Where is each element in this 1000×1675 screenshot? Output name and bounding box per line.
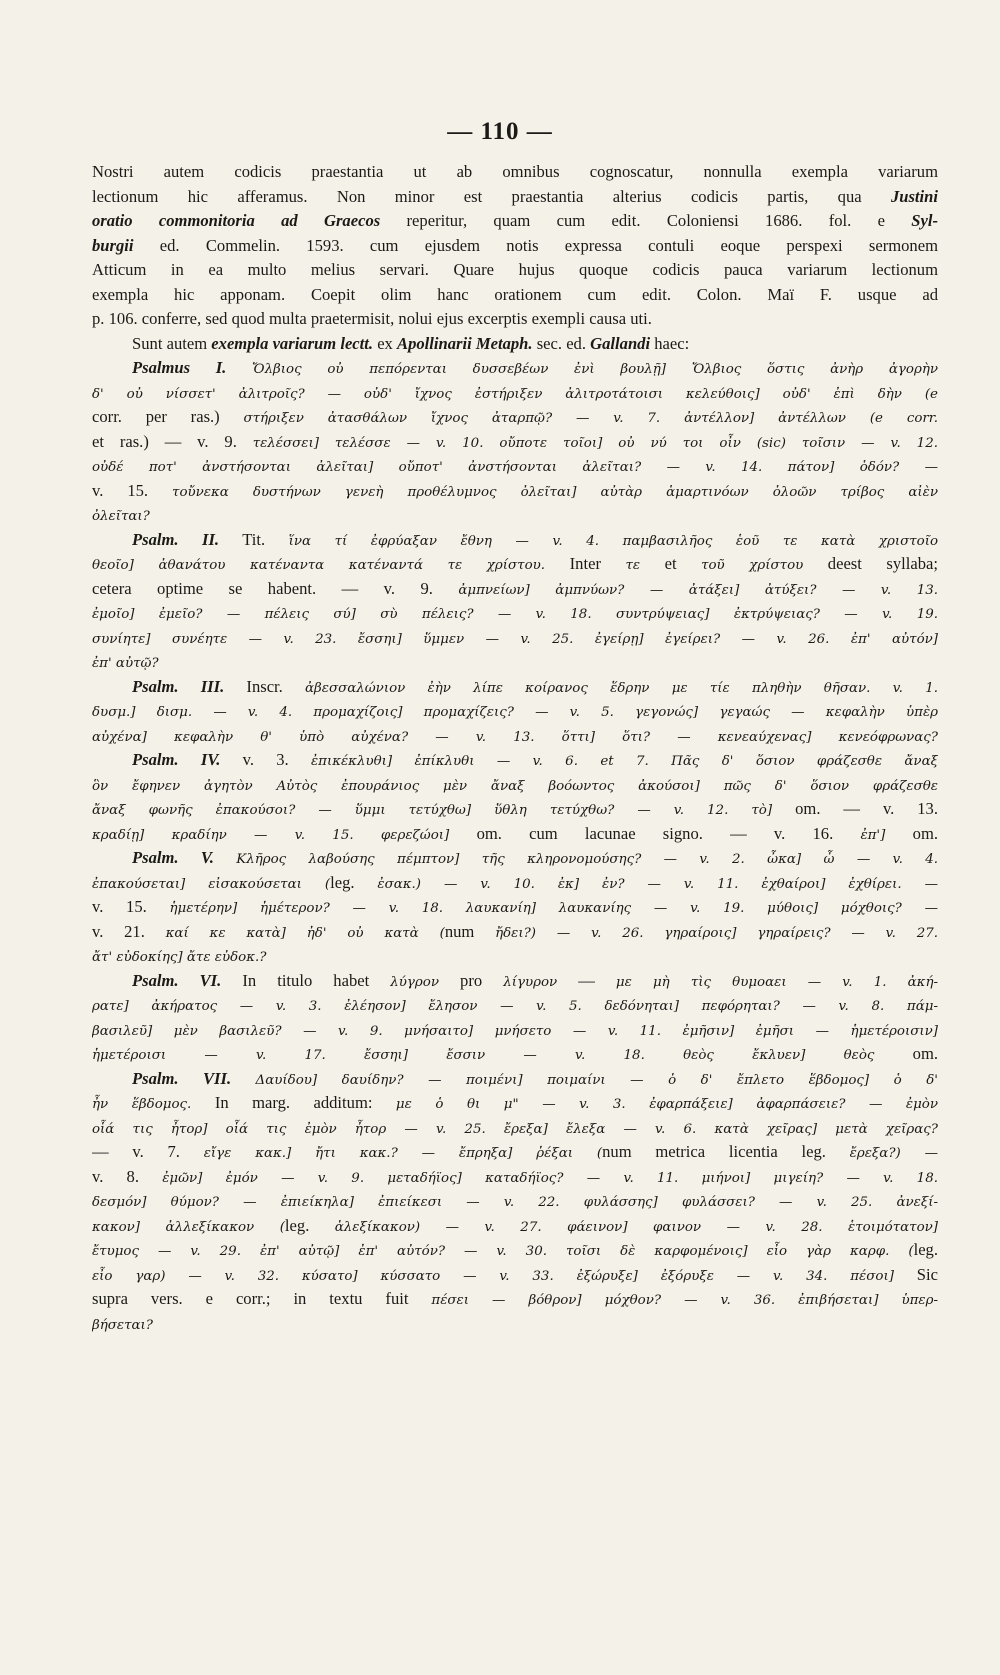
text-span: κακον] ἀλλεξίκακον ( xyxy=(92,1219,285,1235)
text-line xyxy=(92,356,938,381)
text-span: In marg. additum: xyxy=(214,1093,396,1112)
body-text xyxy=(92,160,938,1336)
text-line xyxy=(92,1287,938,1312)
text-span: δυσμ.] δισμ. — v. 4. προμαχίζοις] προμαχίζεις? — v. 5. γεγονώς] γεγαώς — κεφαλὴν ὑπὲρ xyxy=(92,705,938,720)
text-line xyxy=(92,381,938,406)
text-line xyxy=(92,846,938,871)
text-span: exempla hic apponam. Coepit olim hanc orationem cum edit. Colon. Maï F. usque ad xyxy=(92,284,938,304)
text-span: v. 15. xyxy=(92,480,173,500)
text-span: οὐδέ ποτ' ἀνστήσονται ἀλεῖται] οὔποτ' ἀνστήσονται ἀλεῖται? — v. 14. πάτον] ὁδόν? — xyxy=(92,460,938,475)
text-line xyxy=(92,552,938,577)
text-span: Tit. xyxy=(219,529,289,549)
text-span: In titulo habet xyxy=(221,970,391,990)
text-line xyxy=(92,748,938,773)
text-span: τοῦ χρίστου xyxy=(701,558,804,573)
text-line xyxy=(92,160,938,185)
text-line xyxy=(92,1263,938,1288)
text-line xyxy=(92,405,938,430)
text-span: Apollinarii Metaph. xyxy=(397,333,533,353)
text-line xyxy=(92,454,938,479)
text-span: εἴγε κακ.] ἤτι κακ.? — ἔπρηξα] ῥέξαι ( xyxy=(203,1146,603,1161)
text-span: βήσεται? xyxy=(92,1317,153,1333)
text-line xyxy=(92,993,938,1018)
text-span: Nostri autem codicis praestantia ut ab omnibus cognoscatur, nonnulla exempla variarum xyxy=(92,162,938,181)
text-line xyxy=(92,773,938,798)
text-span: ἡμετέρην] ἡμέτερον? — v. 18. λαυκανίη] λαυκανίης — v. 19. μύθοις] μόχθοις? — xyxy=(169,901,938,916)
text-line xyxy=(92,822,938,847)
text-span: Gallandi xyxy=(590,333,651,353)
text-span: Inter xyxy=(569,554,626,573)
text-line xyxy=(92,1042,938,1067)
text-span: λύγρον xyxy=(390,974,439,990)
text-span: leg. xyxy=(284,1215,335,1235)
text-span: ὃν ἔφηνεν ἀγητὸν Αὐτὸς ἐπουράνιος μὲν ἄναξ βοόωντος ἀκούσοι] πῶς δ' ὅσιον φράζεσθε xyxy=(92,778,938,794)
text-span: leg. xyxy=(913,1240,938,1259)
text-line xyxy=(92,1238,938,1263)
text-line xyxy=(92,577,938,602)
text-line xyxy=(92,1091,938,1116)
text-span: — v. 7. xyxy=(92,1142,204,1161)
text-span: κραδίῃ] κραδίην — v. 15. φερεζώοι] xyxy=(92,827,477,843)
text-line xyxy=(92,650,938,675)
text-line xyxy=(92,332,938,357)
text-span: num metrica licentia leg. xyxy=(602,1142,850,1161)
text-span: με μὴ τὶς θυμοαει — v. 1. ἀκή- xyxy=(615,974,938,990)
text-span xyxy=(231,1069,255,1088)
text-span: Psalm. V. xyxy=(132,848,214,867)
text-span: βασιλεῦ] μὲν βασιλεῦ? — v. 9. μνήσαιτο] μνήσετο — v. 11. ἐμῆσιν] ἐμῆσι — ἡμετέροισιν] xyxy=(92,1023,938,1039)
text-span: leg. xyxy=(330,872,378,892)
text-span: haec: xyxy=(650,333,690,353)
text-span: ἔτυμος — v. 29. ἐπ' αὐτῷ] ἐπ' αὐτόν? — v. 30. τοῖσι δὲ καρφομένοις] εἶο γὰρ καρφ. ( xyxy=(92,1244,914,1259)
text-span: ἐπ'] xyxy=(860,827,913,843)
text-span: αὐχένα] κεφαλὴν θ' ὑπὸ αὐχένα? — v. 13. ὅττι] ὅτι? — κενεαύχενας] κενεόφρωνας? xyxy=(92,729,938,745)
text-span: Psalm. VI. xyxy=(132,970,222,990)
text-span: burgii xyxy=(92,235,134,255)
text-span: καί κε κατὰ] ἠδ' οὐ κατὰ ( xyxy=(165,925,445,941)
text-span: τε xyxy=(625,558,641,573)
text-span: με ὁ θι μ" — v. 3. ἐφαρπάξειε] ἀφαρπάσειε? — ἐμὸν xyxy=(395,1097,938,1112)
page-number: — 110 — xyxy=(447,118,553,145)
text-span: om. cum lacunae signo. — v. 16. xyxy=(476,823,861,843)
text-span: Psalmus I. xyxy=(132,358,227,377)
text-span: om. xyxy=(912,823,938,843)
text-span: ρατε] ἀκήρατος — v. 3. ἐλέησον] ἔλησον — v. 5. δεδόνηται] πεφόρηται? — v. 8. πάμ- xyxy=(92,999,938,1014)
text-span: p. 106. conferre, sed quod multa praetermisit, nolui ejus excerptis exempli causa uti. xyxy=(92,309,652,328)
text-span: Psalm. II. xyxy=(132,529,220,549)
text-line xyxy=(92,1312,938,1337)
text-span: τοὔνεκα δυστήνων γενεὴ προθέλυμνος ὀλεῖται] αὐτὰρ ἁμαρτινόων ὀλοῶν τρίβος αἰὲν xyxy=(172,484,938,500)
text-span: ἵνα τί ἐφρύαξαν ἔθνη — v. 4. παμβασιλῆος ἑοῦ τε κατὰ χριστοῖο xyxy=(288,533,938,549)
text-line xyxy=(92,601,938,626)
text-span: sec. ed. xyxy=(532,333,591,353)
text-line xyxy=(92,920,938,945)
text-line xyxy=(92,503,938,528)
text-line xyxy=(92,1018,938,1043)
text-line xyxy=(92,1189,938,1214)
text-span: lectionum hic afferamus. Non minor est praestantia alterius codicis partis, qua xyxy=(92,186,891,206)
text-line xyxy=(92,1214,938,1239)
text-span: Psalm. VII. xyxy=(132,1068,232,1088)
text-span: εἶο γαρ) — v. 32. κύσατο] κύσσατο — v. 33. ἐξώρυξε] ἐξόρυξε — v. 34. πέσοι] xyxy=(92,1268,917,1284)
text-line xyxy=(92,1116,938,1141)
text-line xyxy=(92,699,938,724)
text-line xyxy=(92,1140,938,1165)
text-span: num xyxy=(444,921,496,941)
text-span: v. 15. xyxy=(92,897,170,916)
text-span: ἐπικέκλυθι] ἐπίκλυθι — v. 6. et 7. Πᾶς δ' ὅσιον φράζεσθε ἄναξ xyxy=(310,754,938,769)
text-span: λίγυρον xyxy=(503,974,558,990)
text-span: Ὄλβιος οὐ πεπόρενται δυσσεβέων ἐνὶ βουλῇ] Ὄλβιος ὅστις ἀνὴρ ἀγορὴν xyxy=(226,362,938,377)
text-line xyxy=(92,626,938,651)
text-line xyxy=(92,307,938,332)
text-span: δ' οὐ νίσσετ' ἀλιτροῖς? — οὐδ' ἴχνος ἐστήριξεν ἀλιτροτάτοισι κελεύθοις] οὐδ' ἐπὶ δὴν (e xyxy=(92,386,938,402)
text-span: στήριξεν ἀτασθάλων ἴχνος ἀταρπῷ? — v. 7. ἀντέλλον] ἀντέλλων (e corr. xyxy=(243,411,938,426)
text-line xyxy=(92,528,938,553)
text-span: Psalm. III. xyxy=(132,676,225,696)
text-span: et xyxy=(640,554,702,573)
text-span: θεοῖο] ἀθανάτου κατέναντα κατέναντά τε χρίστου. xyxy=(92,558,570,573)
text-span: τελέσσει] τελέσσε — v. 10. οὔποτε τοῖοι] οὐ νύ τοι οἶν (sic) τοῖσιν — v. 12. xyxy=(252,435,938,451)
text-span: om. — v. 13. xyxy=(795,799,938,818)
text-span: ἤδει?) — v. 26. γηραίροις] γηραίρεις? — v. 27. xyxy=(495,925,938,941)
text-span: v. 3. xyxy=(220,750,311,769)
text-span: oratio commonitoria ad Graecos xyxy=(92,211,381,230)
text-line xyxy=(92,258,938,283)
text-span: ἀμπνείων] ἀμπνύων? — ἀτάξει] ἀτύξει? — v. 13. xyxy=(458,582,938,598)
text-span xyxy=(214,848,236,867)
text-span: ἐπακούσεται] εἰσακούσεται ( xyxy=(92,876,331,892)
text-span: et ras.) — v. 9. xyxy=(92,431,253,451)
text-span: supra vers. e corr.; in textu fuit xyxy=(92,1289,432,1308)
text-span: ἡμετέροισι — v. 17. ἔσσηι] ἔσσιν — v. 18. θεὸς ἔκλυεν] θεὸς xyxy=(92,1048,913,1063)
text-line xyxy=(92,1165,938,1190)
text-span: v. 21. xyxy=(92,921,166,941)
text-span: Inscr. xyxy=(224,676,305,696)
text-span: πέσει — βόθρον] μόχθον? — v. 36. ἐπιβήσεται] ὑπερ- xyxy=(431,1293,938,1308)
text-span: Atticum in ea multo melius servari. Quare hujus quoque codicis pauca variarum lectionum xyxy=(92,260,938,279)
text-span: ἐπ' αὐτῷ? xyxy=(92,656,159,671)
text-span: Δαυίδου] δαυίδην? — ποιμένι] ποιμαίνι — ὁ δ' ἔπλετο ἕβδομος] ὁ δ' xyxy=(255,1072,938,1088)
text-span: ex xyxy=(373,333,398,353)
text-span: reperitur, quam cum edit. Coloniensi 1686. fol. e xyxy=(380,211,912,230)
text-span: δεσμόν] θύμον? — ἐπιείκηλα] ἐπιείκεσι — v. 22. φυλάσσης] φυλάσσει? — v. 25. ἀνεξί- xyxy=(92,1195,938,1210)
text-line xyxy=(92,895,938,920)
text-line xyxy=(92,234,938,259)
text-line xyxy=(92,479,938,504)
text-span: om. xyxy=(912,1044,938,1063)
text-span: v. 8. xyxy=(92,1166,163,1186)
text-span: ὀλεῖται? xyxy=(92,509,150,524)
text-span: συνίητε] συνέητε — v. 23. ἔσσηι] ὕμμεν — v. 25. ἐγείρῃ] ἐγείρει? — v. 26. ἐπ' αὐτόν] xyxy=(92,631,938,647)
text-span: ἔρεξα?) — xyxy=(849,1146,938,1161)
text-span: ἀλεξίκακον) — v. 27. φάεινον] φαινον — v. 28. ἑτοιμότατον] xyxy=(334,1219,938,1235)
text-span: Psalm. IV. xyxy=(132,750,221,769)
text-span: οἷά τις ἦτορ] οἷά τις ἐμὸν ἦτορ — v. 25. ἔρεξα] ἔλεξα — v. 6. κατὰ χεῖρας] μετὰ χεῖρας? xyxy=(92,1121,938,1137)
text-span: Justini xyxy=(890,186,938,206)
text-span: Κλῆρος λαβούσης πέμπτον] τῆς κληρονομούσης? — v. 2. ὦκα] ὦ — v. 4. xyxy=(236,852,938,867)
text-span: Sic xyxy=(916,1264,938,1284)
text-span: ed. Commelin. 1593. cum ejusdem notis expressa contuli eoque perspexi sermonem xyxy=(133,235,938,255)
text-span: cetera optime se habent. — v. 9. xyxy=(92,578,459,598)
text-span: pro xyxy=(439,970,504,990)
text-span: ἐσακ.) — v. 10. ἐκ] ἐν? — v. 11. ἐχθαίροι] ἐχθίρει. — xyxy=(377,876,938,892)
text-span: ἐμῶν] ἐμόν — v. 9. μεταδήϊος] καταδήϊος? — v. 11. μιήνοι] μιγείη? — v. 18. xyxy=(162,1170,938,1186)
text-line xyxy=(92,724,938,749)
text-line xyxy=(92,1067,938,1092)
text-span: ἄναξ φωνῆς ἐπακούσοι? — ὕμμι τετύχθω] ὕθλη τετύχθω? — v. 12. τὸ] xyxy=(92,803,796,818)
text-span: ἄτ' εὐδοκίης] ἄτε εὐδοκ.? xyxy=(92,950,267,965)
text-span: corr. per ras.) xyxy=(92,407,244,426)
text-span: Sunt autem xyxy=(132,333,212,353)
text-line xyxy=(92,430,938,455)
text-line xyxy=(92,675,938,700)
text-span: Syl- xyxy=(911,211,938,230)
text-line xyxy=(92,209,938,234)
text-span: ἐμοῖο] ἐμεῖο? — πέλεις σύ] σὺ πέλεις? — v. 18. συντρύψειας] ἐκτρύψειας? — v. 19. xyxy=(92,607,938,622)
text-line xyxy=(92,185,938,210)
text-span: — xyxy=(557,970,616,990)
text-line xyxy=(92,283,938,308)
text-span: deest syllaba; xyxy=(803,554,938,573)
text-line xyxy=(92,797,938,822)
text-line xyxy=(92,969,938,994)
text-span: ἦν ἕβδομος. xyxy=(92,1097,215,1112)
text-span: ἀβεσσαλώνιον ἐὴν λίπε κοίρανος ἕδρην με τίε πληθὴν θῆσαν. v. 1. xyxy=(304,680,938,696)
text-line xyxy=(92,944,938,969)
text-line xyxy=(92,871,938,896)
text-span: exempla variarum lectt. xyxy=(211,333,374,353)
